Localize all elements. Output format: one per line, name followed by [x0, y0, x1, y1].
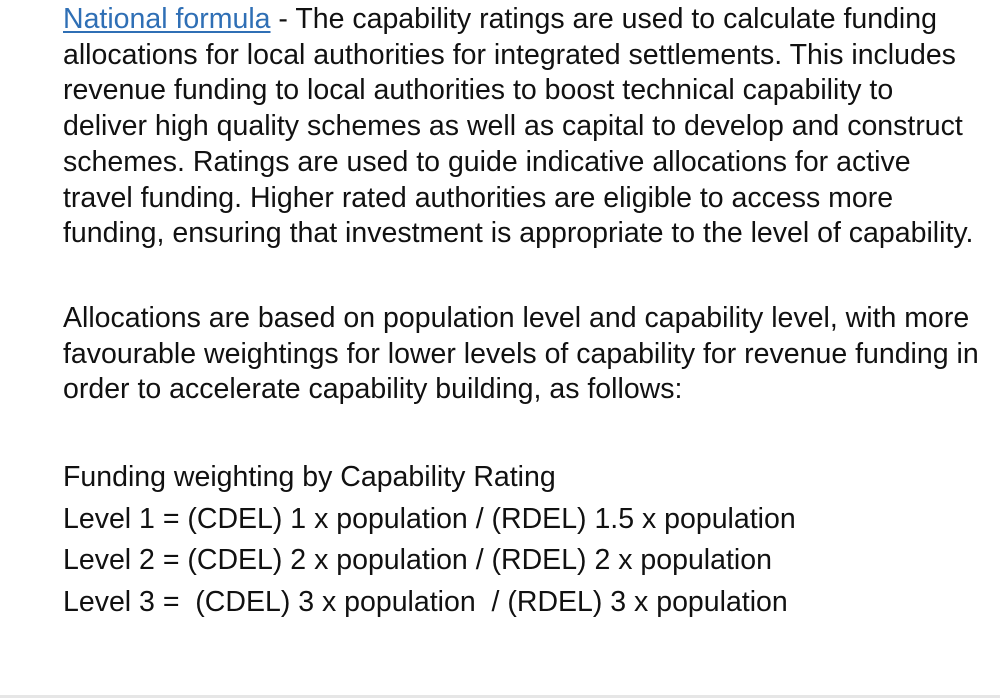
- weighting-level-2: Level 2 = (CDEL) 2 x population / (RDEL) 2 x population: [63, 544, 772, 577]
- paragraph-spacer: [63, 252, 983, 301]
- national-formula-paragraph: [63, 2, 983, 252]
- document-body: [63, 2, 983, 623]
- weighting-level-3: Level 3 = (CDEL) 3 x population / (RDEL) 3 x population: [63, 585, 788, 618]
- weighting-heading: Funding weighting by Capability Rating: [63, 461, 556, 494]
- national-formula-link[interactable]: National formula: [63, 3, 271, 35]
- national-formula-text: - The capability ratings are used to calculate funding allocations for local authorities for integrated settlements. This includes revenue funding to local authorities to boost technical capability to deliver high quality schemes as well as capital to develop and construct schemes. Ratings are used to guide indicative allocations for active travel funding. Higher rated authorities are eligible to access more funding, ensuring that investment is appropriate to the level of capability.: [63, 3, 974, 250]
- weighting-level-1: Level 1 = (CDEL) 1 x population / (RDEL) 1.5 x population: [63, 502, 796, 535]
- allocations-paragraph: Allocations are based on population level and capability level, with more favourable weightings for lower levels of capability for revenue funding in order to accelerate capability building, as follows:: [63, 301, 979, 406]
- paragraph-spacer: [63, 408, 983, 457]
- weighting-block: [63, 457, 983, 623]
